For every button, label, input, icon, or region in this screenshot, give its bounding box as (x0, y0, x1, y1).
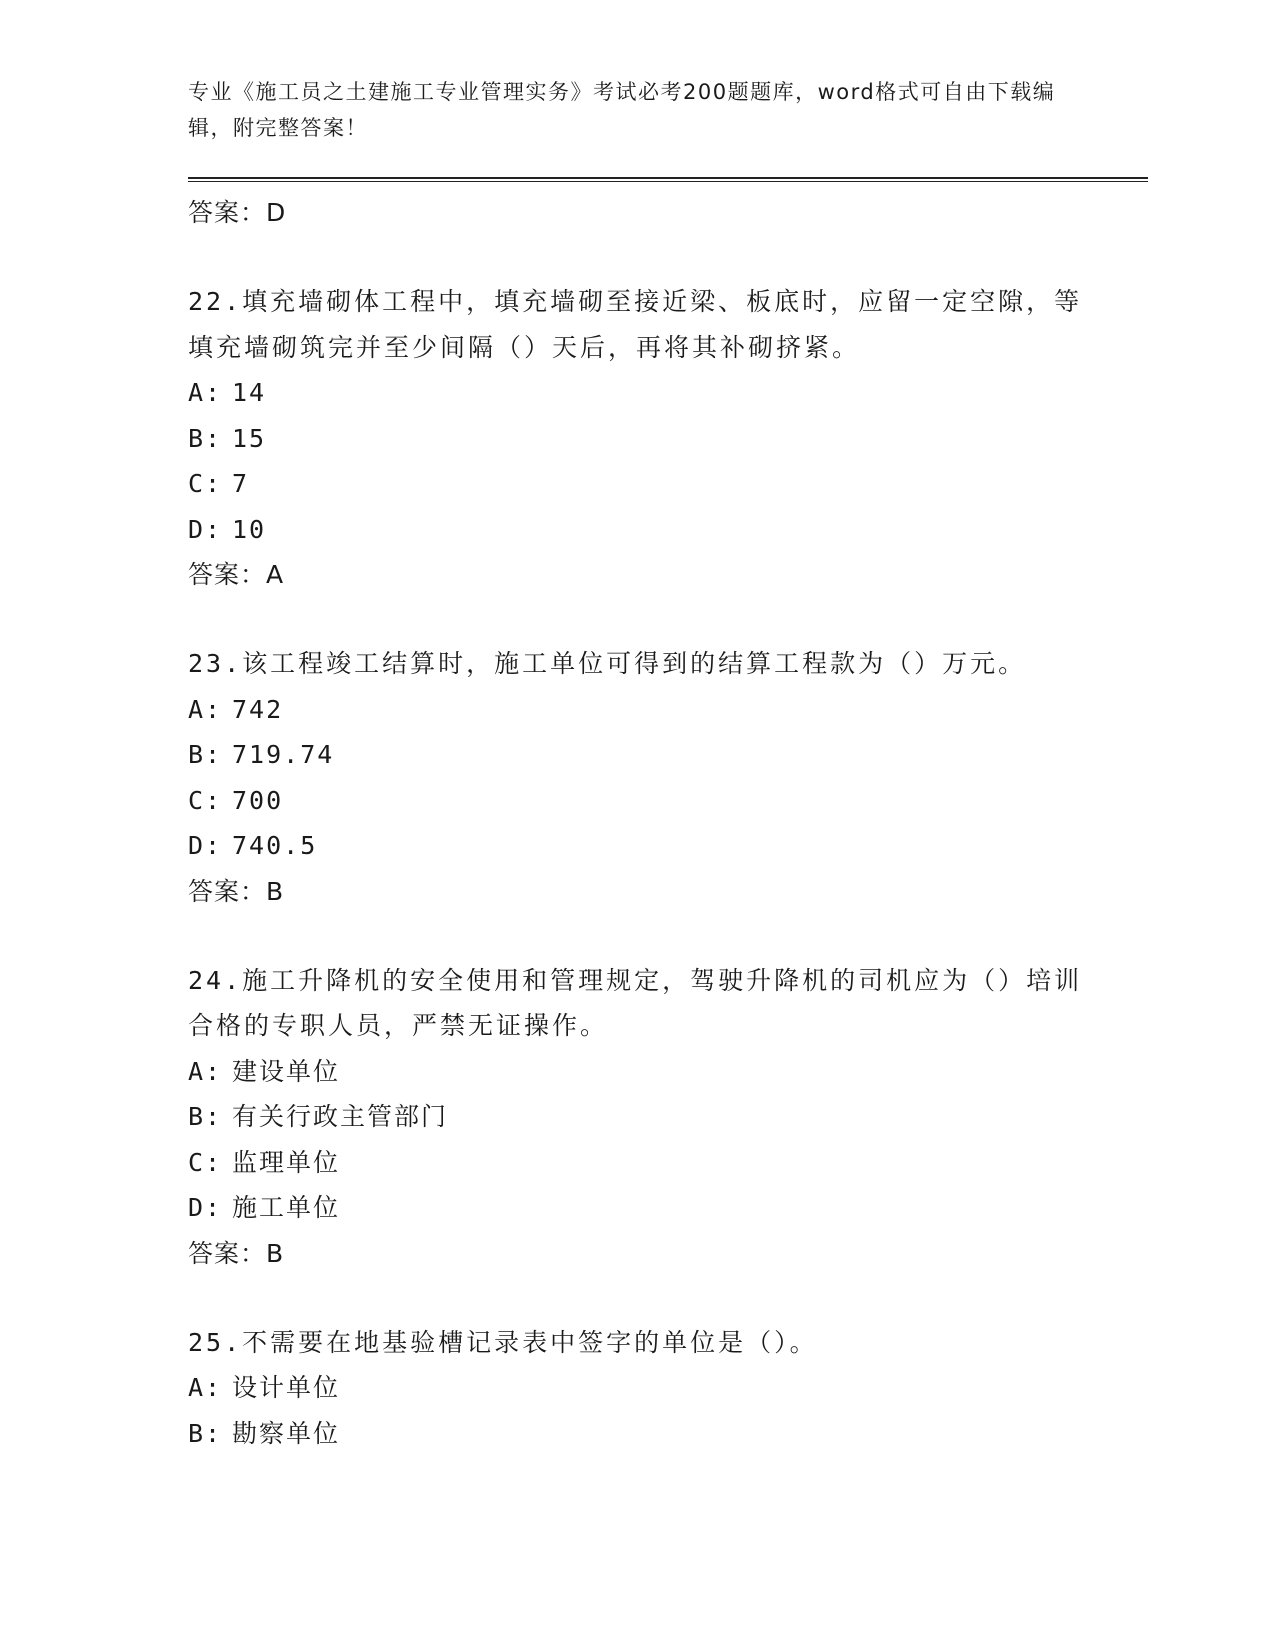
question-text: 25.不需要在地基验槽记录表中签字的单位是（）。 (188, 1327, 818, 1357)
option-item (188, 461, 1088, 507)
question-block (188, 641, 1088, 915)
option-text: 740.5 (232, 831, 318, 860)
option-item (188, 507, 1088, 553)
option-letter: B: (188, 740, 223, 769)
option-letter: C: (188, 1147, 223, 1177)
option-item (188, 1185, 1088, 1231)
option-letter: D: (188, 1193, 223, 1222)
option-letter: C: (188, 469, 223, 498)
option-text: 742 (232, 694, 284, 724)
question-block (188, 1320, 1088, 1457)
option-item (188, 823, 1088, 869)
option-text: 勘察单位 (232, 1418, 341, 1448)
option-letter: D: (188, 831, 223, 860)
option-item (188, 1140, 1088, 1186)
option-text: 719.74 (232, 740, 335, 769)
option-text: 监理单位 (232, 1147, 341, 1177)
question-block (188, 958, 1088, 1277)
option-text: 有关行政主管部门 (232, 1102, 449, 1131)
question-text: 22.填充墙砌体工程中，填充墙砌至接近梁、板底时，应留一定空隙，等填充墙砌筑完并至少间隔（）天后，再将其补砌挤紧。 (188, 287, 1083, 362)
option-letter: A: (188, 1373, 223, 1402)
option-text: 15 (232, 423, 267, 453)
document-header: 专业《施工员之土建施工专业管理实务》考试必考200题题库，word格式可自由下载编辑，附完整答案！ (188, 80, 1056, 140)
question-block (188, 279, 1088, 598)
question-text: 23.该工程竣工结算时，施工单位可得到的结算工程款为（）万元。 (188, 649, 1027, 678)
option-item (188, 416, 1088, 462)
option-text: 施工单位 (232, 1193, 341, 1222)
option-item (188, 1094, 1088, 1140)
option-text: 10 (232, 514, 267, 544)
answer-line: 答案：B (188, 1238, 285, 1268)
option-letter: B: (188, 1418, 223, 1448)
option-letter: A: (188, 694, 223, 724)
option-letter: A: (188, 378, 223, 407)
option-item (188, 732, 1088, 778)
option-item (188, 687, 1088, 733)
question-list (188, 190, 1088, 1456)
option-text: 14 (232, 378, 267, 407)
option-item (188, 1365, 1088, 1411)
option-text: 设计单位 (232, 1373, 341, 1402)
option-text: 700 (232, 785, 284, 815)
option-text: 建设单位 (232, 1056, 341, 1086)
option-item (188, 1049, 1088, 1095)
option-letter: D: (188, 514, 223, 544)
header-divider (188, 177, 1148, 182)
answer-line: 答案：A (188, 560, 285, 589)
option-letter: A: (188, 1056, 223, 1086)
option-letter: B: (188, 423, 223, 453)
answer-line: 答案：D (188, 198, 287, 227)
option-letter: B: (188, 1102, 223, 1131)
option-text: 7 (232, 469, 250, 498)
option-item (188, 370, 1088, 416)
question-text: 24.施工升降机的安全使用和管理规定，驾驶升降机的司机应为（）培训合格的专职人员，严禁无证操作。 (188, 965, 1083, 1040)
answer-line: 答案：B (188, 876, 285, 906)
option-item (188, 778, 1088, 824)
option-item (188, 1411, 1088, 1457)
option-letter: C: (188, 785, 223, 815)
